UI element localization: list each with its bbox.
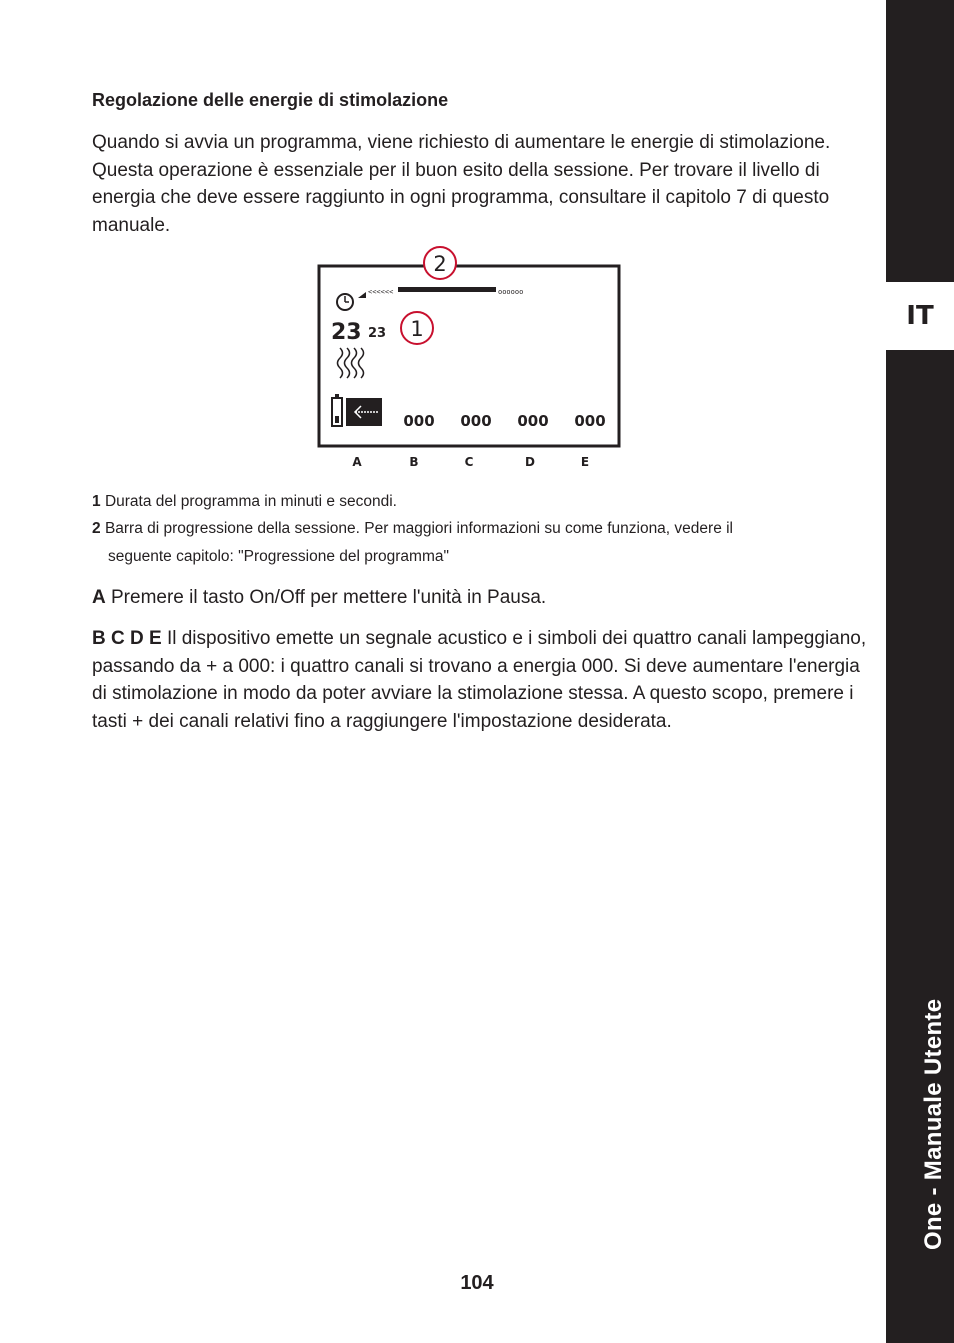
callout-1 <box>401 312 433 344</box>
legend-item-2 <box>92 515 872 571</box>
page-number: 104 <box>460 1272 494 1294</box>
device-display-figure <box>300 240 640 480</box>
channel-b-value: 000 <box>403 412 435 430</box>
button-label-e: E <box>580 455 590 469</box>
language-tab: IT <box>886 282 954 350</box>
legend-text-2: Barra di progressione della sessione. Per maggiori informazioni su come funziona, vedere il <box>104 520 734 537</box>
note-a <box>92 584 872 612</box>
channel-e-value: 000 <box>574 412 606 430</box>
channel-c-value: 000 <box>460 412 492 430</box>
channel-d-value: 000 <box>517 412 549 430</box>
note-a-key: A <box>92 587 106 608</box>
legend-text-1: Durata del programma in minuti e secondi. <box>104 493 397 510</box>
note-a-text: Premere il tasto On/Off per mettere l'unità in Pausa. <box>105 587 547 608</box>
legend-key-2: 2 <box>92 520 101 537</box>
section-heading: Regolazione delle energie di stimolazione <box>92 90 449 110</box>
time-readout-small: 23 <box>368 326 387 341</box>
callout-2 <box>424 247 456 279</box>
back-arrow-icon <box>346 398 382 426</box>
button-label-b: B <box>409 455 419 469</box>
svg-text:oooooo: oooooo <box>498 288 524 296</box>
svg-text:2: 2 <box>433 252 447 276</box>
button-label-d: D <box>525 455 535 469</box>
legend-item-1 <box>92 488 872 516</box>
note-bcde-text: Il dispositivo emette un segnale acustico e i simboli dei quattro canali lampeggiano, passando da + a 000: i quattro canali si trovano a energia 000. Si deve aumentare l'energia di stimolazione in modo da poter avviare la stimolazione stessa. A questo scopo, premere i tasti + dei canali relativi fino a raggiungere l'impostazione desiderata. <box>92 628 867 732</box>
svg-text:1: 1 <box>410 317 424 341</box>
intro-paragraph: Quando si avvia un programma, viene richiesto di aumentare le energie di stimolazione. Questa operazione è essenziale per il buon esito della sessione. Per trovare il livello di energia che deve essere raggiunto in ogni programma, consultare il capitolo 7 di questo manuale. <box>92 132 831 236</box>
button-label-a: A <box>352 455 362 469</box>
legend-text-2-cont: seguente capitolo: "Progressione del programma" <box>108 548 449 565</box>
button-label-c: C <box>464 455 474 469</box>
note-bcde-key: B C D E <box>92 628 162 649</box>
legend-key-1: 1 <box>92 493 101 510</box>
svg-text:<<<<<<: <<<<<< <box>368 288 394 296</box>
note-bcde <box>92 625 872 735</box>
manual-title: One - Manuale Utente <box>920 998 947 1250</box>
time-readout-large: 23 <box>331 320 362 345</box>
